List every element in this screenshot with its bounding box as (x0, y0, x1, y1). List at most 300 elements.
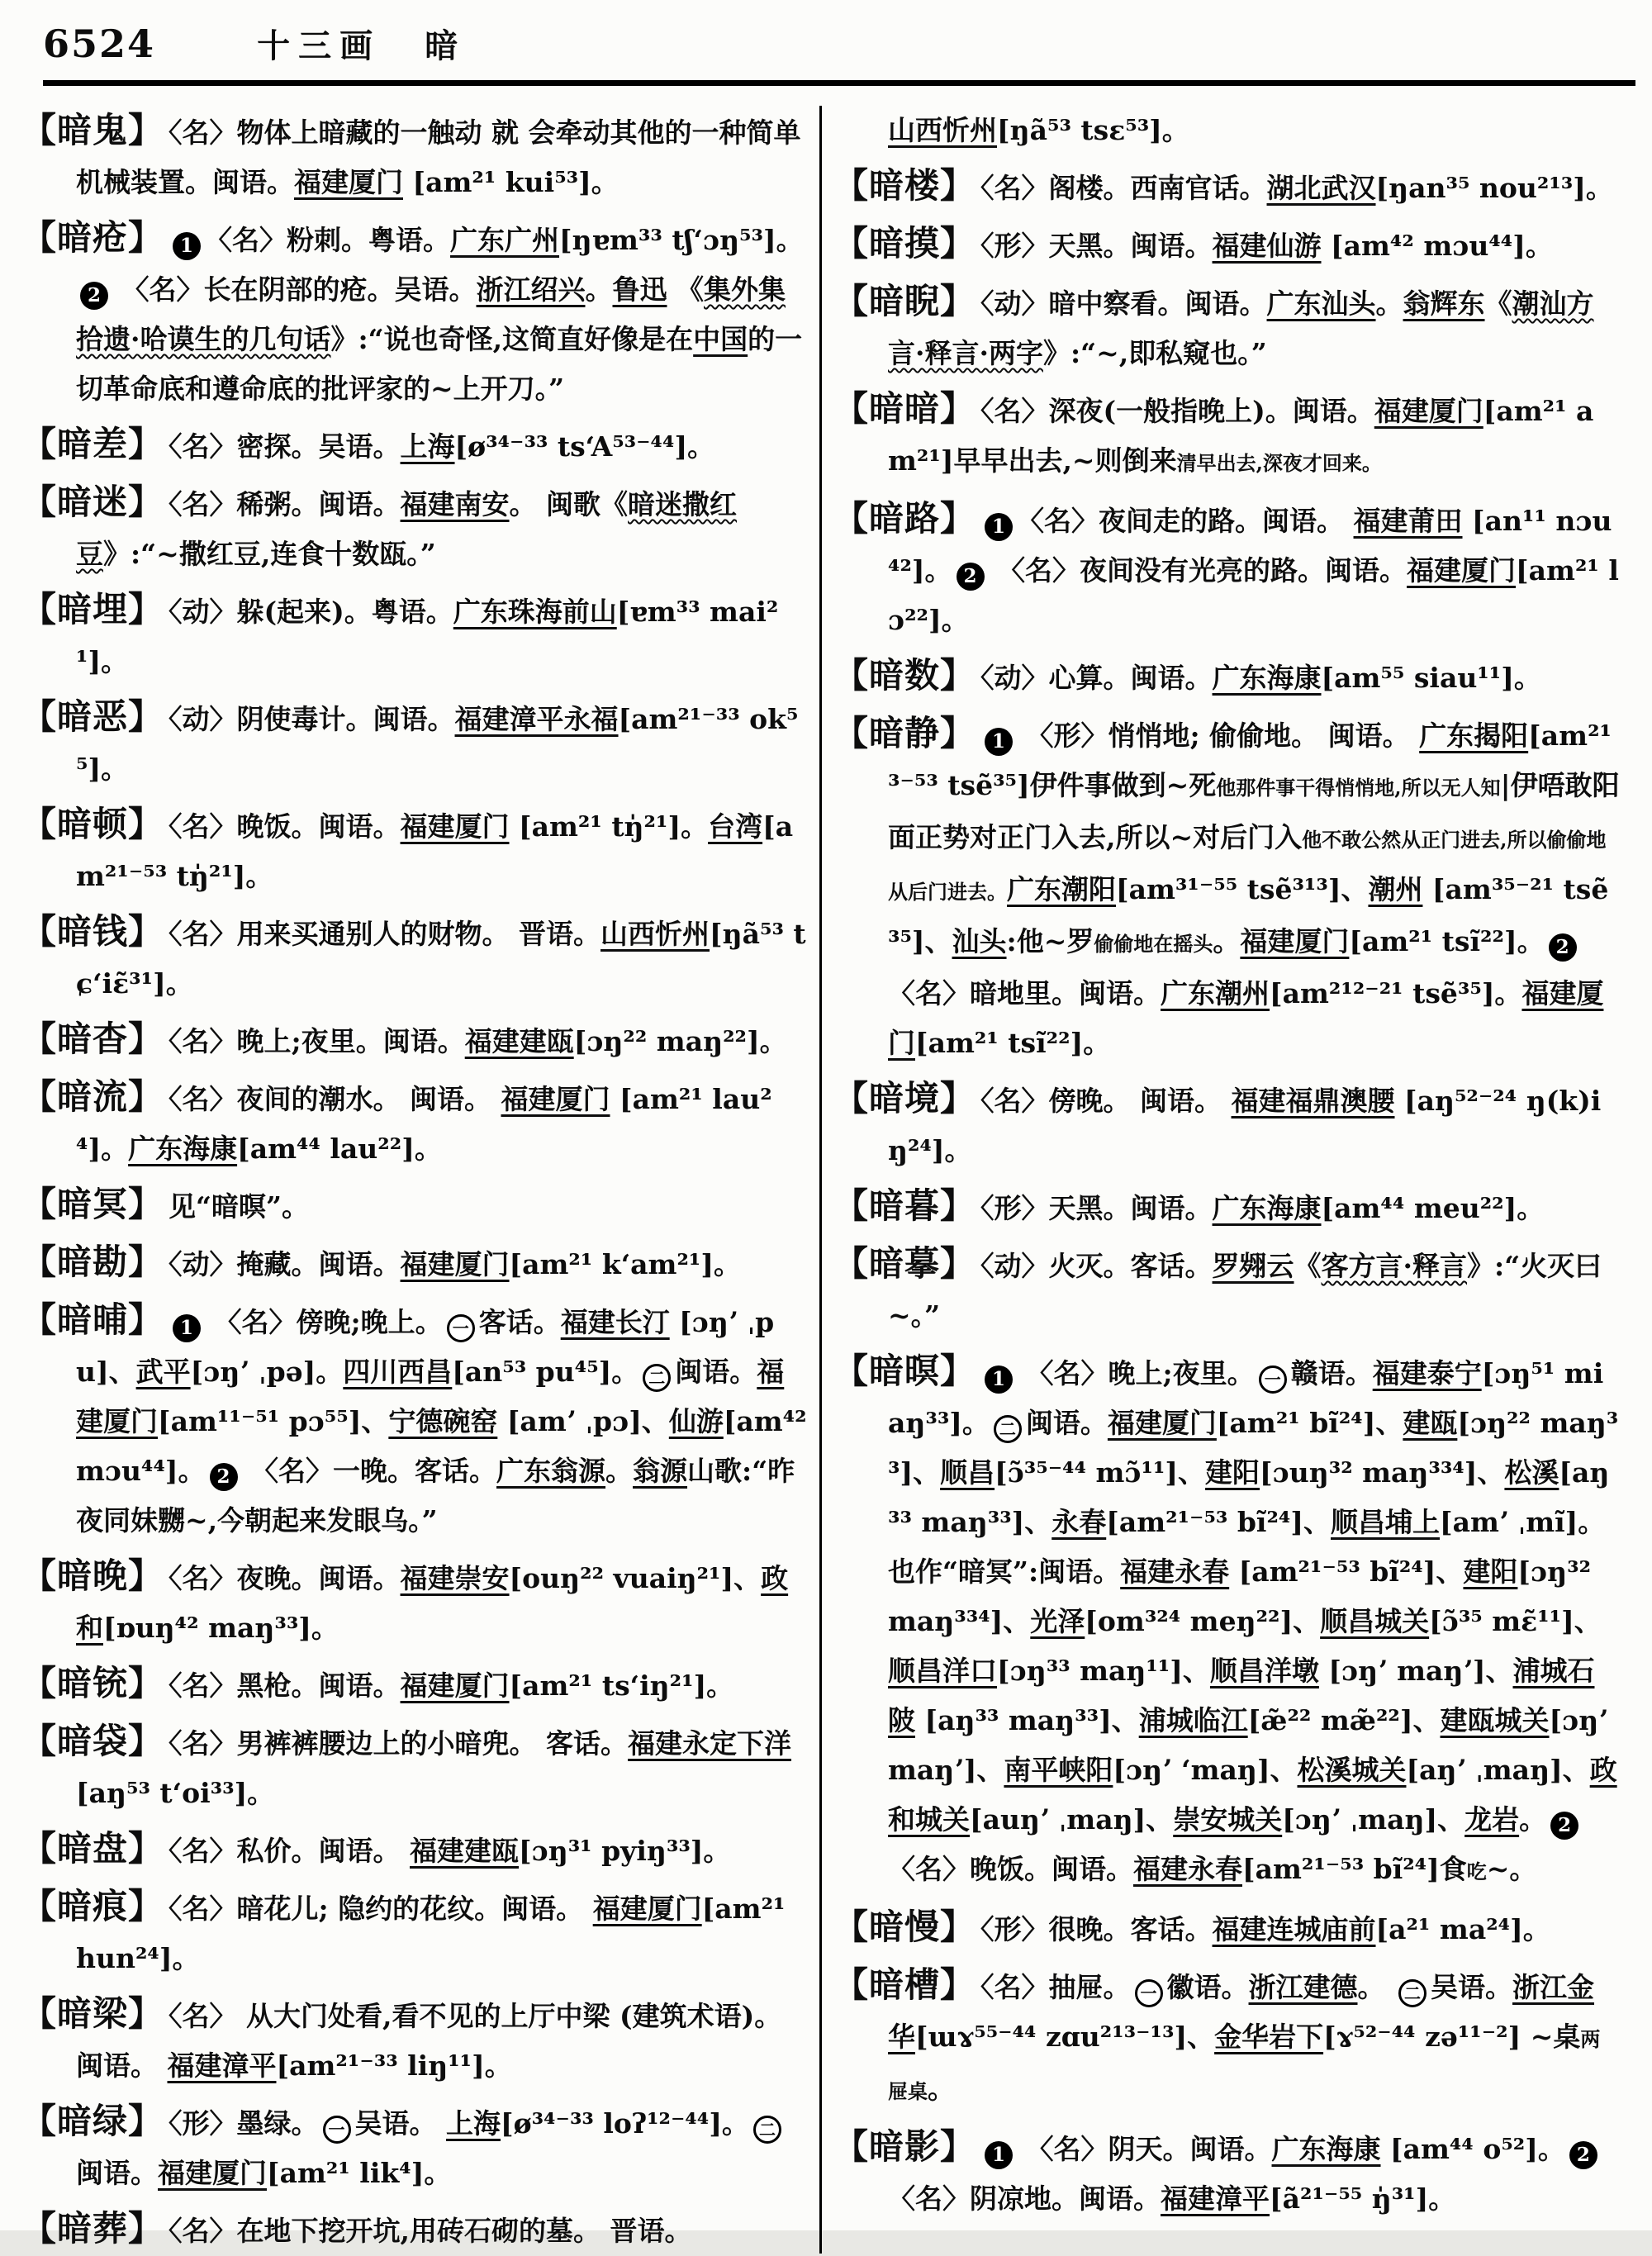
entry-text: 光泽 (1030, 1605, 1085, 1637)
entry-text: 福建厦门 (400, 1669, 510, 1702)
circled-number-icon: 2 (210, 1463, 238, 1491)
entry-text: 他那件事干得悄悄地,所以无人知 (1216, 776, 1501, 800)
section-character: 暗 (425, 26, 458, 65)
dict-entry (21, 420, 808, 472)
stroke-section-label: 十三画 (257, 26, 382, 65)
entry-text: 两屉桌 (888, 2027, 1601, 2103)
entry-text: 〈动〉阴使毒计。闽语。 (169, 703, 455, 735)
circled-number-icon: 1 (985, 1365, 1013, 1394)
entry-text: 龙岩 (1464, 1803, 1520, 1836)
entry-text: 〈动〉心算。闽语。 (980, 662, 1213, 694)
entry-headword: 【暗影】 (833, 2126, 976, 2167)
entry-text: 福建福鼎澳腰 (1231, 1085, 1395, 1117)
entry-text: 〈动〉火灭。客话。 (980, 1250, 1213, 1282)
entry-text: [ɒuŋ⁴² maŋ³³]。 (103, 1612, 339, 1644)
entry-text: [ɔŋ⁵¹ miaŋ³³]。 (888, 1357, 1604, 1439)
entry-headword: 【暗痕】 (21, 1886, 164, 1926)
entry-text: 武平 (135, 1356, 191, 1388)
entry-text: 〈名〉物体上暗藏的一触动 就 会牵动其他的一种简单机械装置。闽语。 (76, 116, 801, 198)
dict-entry (833, 161, 1620, 213)
dict-entry (21, 477, 808, 579)
entry-text: 上海 (446, 2107, 501, 2140)
entry-headword: 【暗境】 (833, 1078, 976, 1119)
entry-text: 建瓯城关 (1440, 1704, 1550, 1736)
entry-text: [am²¹⁻⁵³ bĩ²⁴]、 (1229, 1555, 1464, 1588)
entry-text: [aŋ³³ maŋ³³]、 (915, 1704, 1139, 1736)
entry-text: 〈名〉男裤裤腰边上的小暗兜。 客话。 (169, 1727, 629, 1760)
entry-text: 暗迷撒红豆 (76, 488, 738, 570)
entry-text: [ɔuŋ³² maŋ³³⁴]、 (1260, 1456, 1505, 1489)
entry-headword: 【暗葬】 (21, 2208, 164, 2249)
entry-text: 广东海康 (128, 1133, 238, 1165)
entry-text: 。 (1213, 925, 1241, 957)
entry-headword: 【暗流】 (21, 1076, 164, 1117)
entry-text: 清早出去,深夜才回来。 (1176, 451, 1382, 475)
entry-text: [am²¹ lik⁴]。 (267, 2157, 452, 2189)
entry-text: 广东揭阳 (1419, 720, 1529, 752)
entry-text: 松溪城关 (1297, 1754, 1407, 1786)
entry-text: [am³¹⁻⁵⁵ tsẽ³¹³]、 (1116, 873, 1369, 905)
entry-text: [ø³⁴⁻³³ loʔ¹²⁻⁴⁴]。 (501, 2107, 749, 2140)
entry-text: 〈名〉阴天。闽语。 (1017, 2133, 1272, 2165)
entry-headword: 【暗迷】 (21, 482, 164, 522)
dict-entry (21, 1295, 808, 1546)
entry-text: 湖北武汉 (1266, 172, 1376, 204)
entry-text: 《 (1294, 1250, 1322, 1282)
entry-text: 广东海康 (1212, 1192, 1322, 1224)
entry-headword: 【暗勘】 (21, 1242, 164, 1282)
entry-text: [ɯɤ⁵⁵⁻⁴⁴ zɑu²¹³⁻¹³]、 (915, 2021, 1215, 2053)
entry-text: 广东珠海前山 (453, 596, 617, 628)
entry-headword: 【暗钱】 (21, 911, 164, 952)
entry-headword: 【暗盘】 (21, 1828, 164, 1869)
entry-text: 福建厦门 (400, 1248, 510, 1280)
entry-text: [ɔ̃³⁵ mɛ̃¹¹]、 (1429, 1605, 1602, 1637)
entry-text: [am⁴² mɔu⁴⁴]。 (1321, 230, 1553, 262)
entry-text: 〈动〉躲(起来)。粤语。 (169, 596, 453, 628)
entry-text: 福建永定下洋 (628, 1727, 792, 1760)
entry-headword: 【暗晡】 (21, 1299, 164, 1340)
entry-text: 永春 (1051, 1506, 1107, 1538)
entry-text: 〈名〉晚饭。闽语。 (888, 1853, 1133, 1885)
entry-text: 浙江金华 (888, 1971, 1595, 2053)
entry-text: 〈名〉用来买通别人的财物。 晋语。 (169, 918, 601, 950)
entry-text: [ŋɐm³³ tʃʻɔŋ⁵³]。 (559, 224, 804, 256)
entry-text: 政和 (76, 1562, 789, 1644)
entry-text: 福建长汀 (560, 1306, 670, 1338)
entry-text: 》:“~撒红豆,连食十数瓯。” (103, 538, 436, 570)
entry-text: [am²¹ tŋ̍²¹]。 (509, 810, 709, 843)
entry-text: 台湾 (708, 810, 763, 843)
entry-text: 福建厦门 (888, 977, 1604, 1059)
entry-text: 福建漳平 (167, 2049, 277, 2082)
dict-entry (21, 106, 808, 207)
entry-text: [am²¹³⁻⁵³ tsẽ³⁵]伊件事做到~死 (888, 720, 1612, 801)
entry-text: 建阳 (1205, 1456, 1260, 1489)
entry-text: 福建莆田 (1353, 505, 1463, 537)
entry-text: 福建永春 (1120, 1555, 1230, 1588)
entry-text: [aŋ⁵³ tʻoi³³]。 (76, 1777, 275, 1809)
entry-text: 山歌:“昨夜同妹嬲~,今朝起来发眼乌。” (76, 1455, 795, 1536)
dict-entry (21, 1882, 808, 1983)
entry-headword: 【暗杳】 (21, 1019, 164, 1059)
circled-number-icon: 二 (643, 1364, 671, 1392)
entry-text: [ŋan³⁵ nou²¹³]。 (1375, 172, 1613, 204)
entry-text: 浦城临江 (1138, 1704, 1248, 1736)
dict-entry (833, 1902, 1620, 1954)
entry-text: 〈动〉暗中察看。闽语。 (980, 287, 1267, 320)
entry-headword: 【暗袋】 (21, 1721, 164, 1761)
entry-text: 集外集拾遗·哈谟生的几句话 (76, 273, 786, 355)
dict-entry (21, 1717, 808, 1818)
entry-text: 〈名〉密探。吴语。 (169, 430, 401, 463)
entry-text: 《 (667, 273, 704, 306)
entry-text: 崇安城关 (1173, 1803, 1283, 1836)
entry-text: 。 (1375, 287, 1403, 320)
entry-text: 建瓯 (1403, 1407, 1458, 1439)
dict-entry (833, 106, 1620, 155)
entry-headword: 【暗埋】 (21, 589, 164, 629)
entry-text: 〈名〉抽屉。 (980, 1971, 1131, 2003)
entry-headword: 【暗疮】 (21, 217, 164, 258)
entry-text: :他~罗 (1006, 925, 1094, 957)
dict-entry (21, 1659, 808, 1711)
entry-text: 赣语。 (1290, 1357, 1373, 1389)
entry-headword: 【暗顿】 (21, 804, 164, 844)
entry-headword: 【暗梁】 (21, 1993, 164, 2034)
entry-text: 〈名〉长在阴部的疮。吴语。 (112, 273, 477, 306)
dict-entry (833, 709, 1620, 1068)
dict-entry (21, 692, 808, 794)
entry-headword: 【暗槽】 (833, 1964, 976, 2005)
entry-text: 顺昌洋口 (888, 1655, 997, 1687)
dict-entry (21, 1072, 808, 1174)
entry-text: 浙江绍兴 (476, 273, 586, 306)
entry-text: 顺昌埔上 (1331, 1506, 1440, 1538)
entry-text: 偷偷地在摇头 (1094, 932, 1213, 956)
header-rule (43, 80, 1635, 86)
circled-number-icon: 2 (1569, 2141, 1597, 2169)
entry-text: 福建仙游 (1212, 230, 1322, 262)
entry-text: 〈名〉傍晚;晚上。 (205, 1306, 443, 1338)
entry-headword: 【暗摹】 (833, 1243, 976, 1284)
entry-text: 四川西昌 (343, 1356, 453, 1388)
entry-text: 。 闽歌《 (509, 488, 629, 520)
entry-text: 福建厦门 (400, 810, 510, 843)
entry-text: 广东海康 (1271, 2133, 1381, 2165)
circled-number-icon: 二 (994, 1415, 1022, 1443)
dict-entry (21, 585, 808, 686)
entry-text: 〈动〉掩藏。闽语。 (169, 1248, 401, 1280)
entry-text: 福建漳平 (1161, 2182, 1270, 2215)
dict-entry (21, 1180, 808, 1232)
dict-entry (21, 2097, 808, 2198)
entry-text: 〈名〉私价。闽语。 (169, 1835, 411, 1867)
dict-entry (833, 651, 1620, 703)
entry-text: 〈名〉阴凉地。闽语。 (888, 2182, 1161, 2215)
entry-headword: 【暗差】 (21, 424, 164, 464)
entry-text: [ɔŋʼ maŋʼ]、 (1318, 1655, 1513, 1687)
dict-entry (21, 1989, 808, 2091)
entry-text: 潮汕方言·释言·两字 (888, 287, 1594, 369)
entry-text: 福建泰宁 (1372, 1357, 1482, 1389)
entry-headword: 【暗绿】 (21, 2101, 164, 2141)
entry-text: 浦城石陂 (888, 1655, 1595, 1736)
entry-text: 闽语。 (76, 2157, 158, 2189)
entry-text: 〈名〉傍晚。 闽语。 (980, 1085, 1232, 1117)
entry-text: [am²¹ tsĩ²²]。 (915, 1027, 1111, 1059)
dict-entry (833, 219, 1620, 271)
entry-text: [am⁴⁴ lau²²]。 (237, 1133, 442, 1165)
entry-text: [ɔŋ²² maŋ²²]。 (573, 1025, 787, 1057)
dict-entry (833, 1239, 1620, 1341)
entry-text: [ŋã⁵³ tsɛ⁵³]。 (997, 114, 1189, 146)
entry-text: [ø³⁴⁻³³ tsʻA⁵³⁻⁴⁴]。 (454, 430, 715, 463)
entry-text: [am²¹ hun²⁴]。 (76, 1893, 786, 1974)
dict-entry (833, 1346, 1620, 1897)
entry-text: 福建厦门 (1374, 395, 1483, 427)
entry-text: 广东潮阳 (1007, 873, 1116, 905)
entry-text: 山西忻州 (888, 114, 997, 146)
entry-headword: 【暗铳】 (21, 1663, 164, 1703)
entry-text: [am⁵⁵ siau¹¹]。 (1321, 662, 1541, 694)
entry-text: 吃 (1466, 1859, 1487, 1883)
entry-text: [amʼ ˌmĩ]。也作“暗冥”:闽语。 (888, 1506, 1606, 1588)
entry-text: 广东海康 (1212, 662, 1322, 694)
entry-text: [ɔŋʼ ˌpu]、 (76, 1306, 775, 1388)
entry-text: [am²¹ bĩ²⁴]、 (1216, 1407, 1403, 1439)
entry-text: 福建永春 (1133, 1853, 1242, 1885)
entry-text: 他不敢公然从正门进去,所以偷偷地从后门进去。 (888, 828, 1607, 904)
entry-text: [aŋ⁵²⁻²⁴ ŋ(k)iŋ²⁴]。 (888, 1085, 1602, 1166)
entry-text: 吴语。 (1431, 1971, 1513, 2003)
entry-text: 〈名〉稀粥。闽语。 (169, 488, 401, 520)
entry-text: 福建南安 (400, 488, 510, 520)
entry-text: [ɔŋʼ ʻmaŋ]、 (1113, 1754, 1298, 1786)
dict-entry (21, 1824, 808, 1876)
entry-text: [am²¹⁻⁵³ bĩ²⁴]食 (1242, 1853, 1467, 1885)
entry-text: [am¹¹⁻⁵¹ pɔ⁵⁵]、 (158, 1405, 389, 1437)
entry-text: [am²¹ tsʻiŋ²¹]。 (509, 1669, 734, 1702)
entry-headword: 【暗摸】 (833, 223, 976, 264)
entry-text: 〈名〉晚上;夜里。 (1017, 1357, 1255, 1389)
entry-text: 福建厦门 (158, 2157, 267, 2189)
entry-text: 顺昌 (940, 1456, 995, 1489)
dict-entry (21, 213, 808, 414)
entry-text: [ɔŋ²² maŋ³³]、 (888, 1407, 1619, 1489)
entry-text: [am²¹ kʻam²¹]。 (509, 1248, 741, 1280)
entry-text: 〈名〉晚上;夜里。闽语。 (169, 1025, 465, 1057)
dict-entry (833, 494, 1620, 645)
entry-text: [am²¹⁻⁵³ tŋ̍²¹]。 (76, 810, 794, 892)
entry-headword: 【暗冥】 (21, 1184, 164, 1224)
entry-text: 鲁迅 (612, 273, 667, 306)
left-column (21, 106, 808, 2254)
entry-text: 福建建瓯 (464, 1025, 574, 1057)
entry-text: 福建厦门 (592, 1893, 702, 1925)
entry-text: 罗翙云 (1212, 1250, 1294, 1282)
entry-headword: 【暗慢】 (833, 1907, 976, 1947)
right-column (833, 106, 1620, 2254)
circled-number-icon: 1 (985, 2141, 1013, 2169)
entry-text: 政和城关 (888, 1754, 1617, 1836)
dict-entry (833, 1181, 1620, 1233)
entry-text: 闽语。 (1025, 1407, 1108, 1439)
entry-text: 》:“说也奇怪,这简直好像是在 (330, 323, 694, 355)
entry-headword: 【暗恶】 (21, 696, 164, 737)
entry-text: 山西忻州 (601, 918, 710, 950)
entry-text: [am²¹⁻³³ liŋ¹¹]。 (276, 2049, 512, 2082)
entry-headword: 【暗暗】 (833, 388, 976, 429)
entry-text: [am⁴⁴ o⁵²]。 (1380, 2133, 1565, 2165)
circled-number-icon: 一 (447, 1314, 475, 1342)
dict-entry (21, 1237, 808, 1289)
entry-text: [ɔŋʼ maŋʼ]、 (888, 1704, 1608, 1786)
circled-number-icon: 2 (1550, 1812, 1578, 1840)
entry-text: 〈名〉夜间走的路。闽语。 (1017, 505, 1354, 537)
entry-text: [am²¹⁻³³ ok⁵⁵]。 (76, 703, 799, 785)
entry-headword: 【暗数】 (833, 655, 976, 696)
text-columns (0, 106, 1652, 2254)
entry-text: [am⁴² mɔu⁴⁴]。 (76, 1405, 807, 1487)
entry-text: [am²¹ am²¹]早早出去,~则倒来 (888, 395, 1594, 477)
entry-text: 徽语。 (1166, 1971, 1249, 2003)
dict-entry (21, 1014, 808, 1066)
circled-number-icon: 二 (753, 2116, 781, 2144)
entry-text: 福建厦门 (501, 1083, 610, 1115)
entry-text: 福建漳平永福 (454, 703, 619, 735)
column-divider (819, 106, 822, 2254)
entry-text: [am²¹⁻⁵³ bĩ²⁴]、 (1106, 1506, 1331, 1538)
entry-text: 》:“~,即私窥也。” (1042, 337, 1267, 369)
entry-text: 宁德碗窑 (388, 1405, 498, 1437)
entry-text: 松溪 (1504, 1456, 1559, 1489)
entry-text: 广东广州 (450, 224, 560, 256)
entry-text: 建阳 (1463, 1555, 1518, 1588)
entry-text: 《 (1484, 287, 1512, 320)
entry-text: 客方言·释言 (1321, 1250, 1468, 1282)
entry-text: 〈名〉暗花儿; 隐约的花纹。闽语。 (169, 1893, 593, 1925)
entry-text: 吴语。 (354, 2107, 447, 2140)
entry-text: [an⁵³ pu⁴⁵]。 (452, 1356, 639, 1388)
entry-text: 〈名〉一晚。客话。 (241, 1455, 497, 1487)
entry-text: 。 (1357, 1971, 1395, 2003)
entry-text: 中国 (693, 323, 748, 355)
entry-text: [amʼ ˌpɔ]、 (497, 1405, 669, 1437)
entry-text: 。 (605, 1455, 634, 1487)
entry-text: [am³⁵⁻²¹ tsẽ³⁵]、 (888, 873, 1609, 957)
entry-text: 上海 (400, 430, 455, 463)
entry-text: 福建厦门 (1407, 554, 1517, 587)
circled-number-icon: 一 (1135, 1979, 1163, 2007)
entry-text: 福建厦门 (1107, 1407, 1217, 1439)
circled-number-icon: 二 (1398, 1979, 1427, 2007)
entry-text: [am²¹ kui⁵³]。 (403, 166, 619, 198)
entry-text: 福建建瓯 (410, 1835, 520, 1867)
entry-text: ~。 (1486, 1853, 1537, 1885)
circled-number-icon: 2 (1549, 933, 1577, 962)
entry-text: [am²¹ lau²⁴]。 (76, 1083, 772, 1165)
dict-entry (21, 907, 808, 1009)
entry-text: 。 (585, 273, 613, 306)
entry-text: 闽语。 (675, 1356, 757, 1388)
entry-text: [am²¹²⁻²¹ tsẽ³⁵]。 (1270, 977, 1522, 1009)
entry-headword: 【暗暝】 (833, 1351, 976, 1391)
entry-text: [ɔŋ³³ maŋ¹¹]、 (997, 1655, 1210, 1687)
entry-text: 顺昌洋墩 (1209, 1655, 1319, 1687)
entry-text: [om³²⁴ meŋ²²]、 (1085, 1605, 1321, 1637)
entry-text: [ɔ̃³⁵⁻⁴⁴ mɔ̃¹¹]、 (995, 1456, 1206, 1489)
entry-text: 〈名〉阁楼。西南官话。 (980, 172, 1267, 204)
entry-headword: 【暗路】 (833, 498, 976, 539)
dict-entry (21, 1551, 808, 1653)
dict-entry (833, 1960, 1620, 2116)
entry-text: 广东潮州 (1161, 977, 1270, 1009)
entry-text: 仙游 (668, 1405, 724, 1437)
entry-text: 〈形〉墨绿。 (169, 2107, 319, 2140)
entry-headword: 【暗睨】 (833, 281, 976, 321)
entry-text: 福建崇安 (400, 1562, 510, 1594)
entry-text: 〈形〉天黑。闽语。 (980, 230, 1213, 262)
entry-text: [æ̃²² mæ̃²²]、 (1247, 1704, 1441, 1736)
circled-number-icon: 1 (173, 1314, 201, 1342)
entry-text: 见“暗暝”。 (169, 1190, 309, 1223)
entry-text: [ouŋ²² vuaiŋ²¹]、 (509, 1562, 762, 1594)
entry-text: [ɔŋʼ ˌpə]。 (190, 1356, 344, 1388)
entry-text: 〈名〉黑枪。闽语。 (169, 1669, 401, 1702)
entry-text: [am²¹ tsĩ²²]。 (1349, 925, 1545, 957)
dict-entry (833, 384, 1620, 488)
entry-text: [auŋʼ ˌmaŋ]、 (970, 1803, 1174, 1836)
circled-number-icon: 2 (957, 563, 985, 591)
entry-text: 》:“火灭曰~。” (888, 1250, 1602, 1332)
entry-text: 广东汕头 (1266, 287, 1376, 320)
entry-text: [ɔŋ³² maŋ³³⁴]、 (888, 1555, 1592, 1637)
entry-text: 客话。 (478, 1306, 561, 1338)
entry-text: [ɔŋʼ ˌmaŋ]、 (1282, 1803, 1465, 1836)
circled-number-icon: 1 (985, 513, 1013, 541)
entry-text: 翁源 (633, 1455, 688, 1487)
entry-text: 南平峡阳 (1004, 1754, 1113, 1786)
entry-text: [am⁴⁴ meu²²]。 (1321, 1192, 1545, 1224)
entry-headword: 【暗晚】 (21, 1555, 164, 1596)
entry-text: [an¹¹ nɔu⁴²]。 (888, 505, 1612, 587)
circled-number-icon: 2 (80, 282, 108, 310)
circled-number-icon: 一 (323, 2116, 351, 2144)
page-header (0, 0, 1652, 67)
entry-text: 〈名〉夜晚。闽语。 (169, 1562, 401, 1594)
entry-text: 福建厦门 (76, 1356, 785, 1437)
entry-text: 福建厦门 (1240, 925, 1350, 957)
entry-text: 〈名〉夜间的潮水。 闽语。 (169, 1083, 501, 1115)
entry-text: 顺昌城关 (1320, 1605, 1430, 1637)
entry-text: 〈名〉晚饭。闽语。 (169, 810, 401, 843)
entry-text: 〈名〉粉刺。粤语。 (205, 224, 451, 256)
entry-text: |伊唔敢阳面正势对正门入去,所以~对后门入 (888, 769, 1620, 853)
dict-entry (833, 277, 1620, 378)
entry-text: 〈名〉 从大门处看,看不见的上厅中梁 (建筑术语)。闽语。 (76, 2000, 782, 2082)
entry-text: 。 (1519, 1803, 1547, 1836)
entry-headword: 【暗鬼】 (21, 110, 164, 150)
entry-text: 〈形〉天黑。闽语。 (980, 1192, 1213, 1224)
entry-text: 福建厦门 (294, 166, 403, 198)
entry-text: 〈名〉夜间没有光亮的路。闽语。 (988, 554, 1408, 587)
entry-text: [ɔŋ³¹ pyiŋ³³]。 (519, 1835, 731, 1867)
entry-text: [aŋ³³ maŋ³³]、 (888, 1456, 1610, 1538)
dict-entry (21, 2204, 808, 2256)
entry-text: 潮州 (1368, 873, 1423, 905)
entry-text: [ŋã⁵³ tɕʻiɛ̃³¹]。 (76, 918, 806, 1000)
